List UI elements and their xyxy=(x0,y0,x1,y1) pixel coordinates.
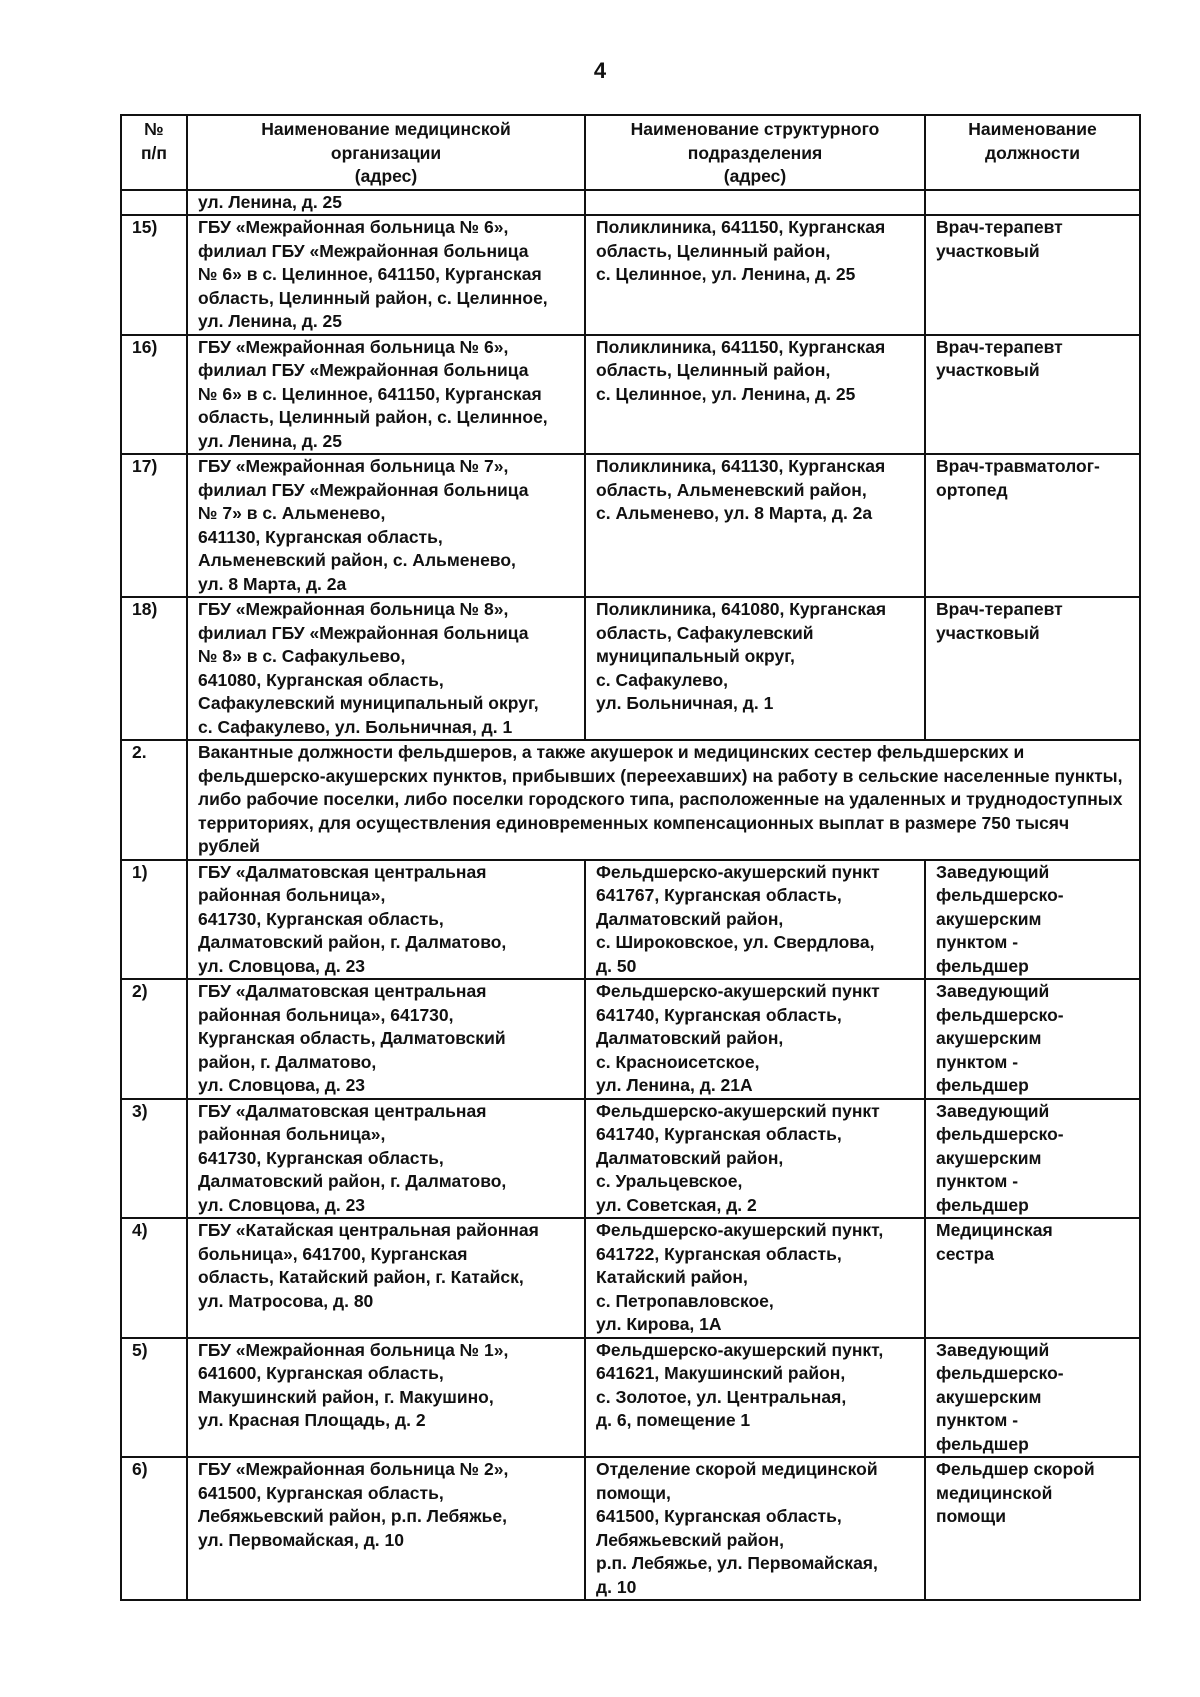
header-unit: Наименование структурного подразделения (адрес) xyxy=(585,115,925,190)
row-num: 6) xyxy=(121,1457,187,1600)
row-num: 4) xyxy=(121,1218,187,1338)
row-num: 17) xyxy=(121,454,187,597)
table-row xyxy=(121,1338,1140,1458)
row-unit xyxy=(585,190,925,216)
table-row xyxy=(121,860,1140,980)
table-header-row xyxy=(121,115,1140,190)
row-org: ГБУ «Межрайонная больница № 1», 641600, Курганская область, Макушинский район, г. Макушино, ул. Красная Площадь, д. 2 xyxy=(187,1338,585,1458)
row-position: Заведующий фельдшерско- акушерским пунктом - фельдшер xyxy=(925,1338,1140,1458)
row-unit: Фельдшерско-акушерский пункт 641740, Курганская область, Далматовский район, с. Уральцевское, ул. Советская, д. 2 xyxy=(585,1099,925,1219)
table-row xyxy=(121,190,1140,216)
table-row xyxy=(121,1457,1140,1600)
row-unit: Поликлиника, 641130, Курганская область, Альменевский район, с. Альменево, ул. 8 Марта, д. 2а xyxy=(585,454,925,597)
vacancies-table xyxy=(120,114,1141,1601)
header-num: № п/п xyxy=(121,115,187,190)
table-row xyxy=(121,1099,1140,1219)
row-org: ГБУ «Далматовская центральная районная больница», 641730, Курганская область, Далматовский район, г. Далматово, ул. Словцова, д. 23 xyxy=(187,1099,585,1219)
table-row xyxy=(121,454,1140,597)
row-position xyxy=(925,190,1140,216)
row-num: 18) xyxy=(121,597,187,740)
table-row xyxy=(121,335,1140,455)
row-num: 3) xyxy=(121,1099,187,1219)
section-num: 2. xyxy=(121,740,187,860)
row-position: Заведующий фельдшерско- акушерским пунктом - фельдшер xyxy=(925,860,1140,980)
row-unit: Отделение скорой медицинской помощи, 641500, Курганская область, Лебяжьевский район, р.п. Лебяжье, ул. Первомайская, д. 10 xyxy=(585,1457,925,1600)
row-org: ГБУ «Катайская центральная районная больница», 641700, Курганская область, Катайский район, г. Катайск, ул. Матросова, д. 80 xyxy=(187,1218,585,1338)
row-position: Фельдшер скорой медицинской помощи xyxy=(925,1457,1140,1600)
header-org: Наименование медицинской организации (адрес) xyxy=(187,115,585,190)
table-row xyxy=(121,1218,1140,1338)
row-position: Медицинская сестра xyxy=(925,1218,1140,1338)
row-num: 5) xyxy=(121,1338,187,1458)
row-num: 2) xyxy=(121,979,187,1099)
row-org: ГБУ «Далматовская центральная районная больница», 641730, Курганская область, Далматовский район, г. Далматово, ул. Словцова, д. 23 xyxy=(187,979,585,1099)
row-org: ГБУ «Далматовская центральная районная больница», 641730, Курганская область, Далматовский район, г. Далматово, ул. Словцова, д. 23 xyxy=(187,860,585,980)
row-position: Врач-терапевт участковый xyxy=(925,335,1140,455)
row-unit: Поликлиника, 641150, Курганская область, Целинный район, с. Целинное, ул. Ленина, д. 25 xyxy=(585,335,925,455)
table-row xyxy=(121,215,1140,335)
section-text: Вакантные должности фельдшеров, а также акушерок и медицинских сестер фельдшерских и фельдшерско-акушерских пунктов, прибывших (переехавших) на работу в сельские населенные пункты, либо рабочие поселки, либо поселки городского типа, расположенные на удаленных и труднодоступных территориях, для осуществления единовременных компенсационных выплат в размере 750 тысяч рублей xyxy=(187,740,1140,860)
row-position: Заведующий фельдшерско- акушерским пунктом - фельдшер xyxy=(925,979,1140,1099)
header-position: Наименование должности xyxy=(925,115,1140,190)
row-org: ГБУ «Межрайонная больница № 7», филиал ГБУ «Межрайонная больница № 7» в с. Альменево, 641130, Курганская область, Альменевский район, с. Альменево, ул. 8 Марта, д. 2а xyxy=(187,454,585,597)
row-position: Врач-травматолог- ортопед xyxy=(925,454,1140,597)
table-row xyxy=(121,979,1140,1099)
row-org: ГБУ «Межрайонная больница № 6», филиал ГБУ «Межрайонная больница № 6» в с. Целинное, 641150, Курганская область, Целинный район, с. Целинное, ул. Ленина, д. 25 xyxy=(187,335,585,455)
row-num: 15) xyxy=(121,215,187,335)
row-unit: Фельдшерско-акушерский пункт, 641621, Макушинский район, с. Золотое, ул. Центральная, д. 6, помещение 1 xyxy=(585,1338,925,1458)
row-org: ГБУ «Межрайонная больница № 2», 641500, Курганская область, Лебяжьевский район, р.п. Лебяжье, ул. Первомайская, д. 10 xyxy=(187,1457,585,1600)
row-org: ул. Ленина, д. 25 xyxy=(187,190,585,216)
row-position: Заведующий фельдшерско- акушерским пунктом - фельдшер xyxy=(925,1099,1140,1219)
table-row xyxy=(121,597,1140,740)
row-position: Врач-терапевт участковый xyxy=(925,597,1140,740)
row-num: 16) xyxy=(121,335,187,455)
page-number: 4 xyxy=(593,58,607,83)
row-position: Врач-терапевт участковый xyxy=(925,215,1140,335)
row-unit: Поликлиника, 641150, Курганская область, Целинный район, с. Целинное, ул. Ленина, д. 25 xyxy=(585,215,925,335)
row-org: ГБУ «Межрайонная больница № 6», филиал ГБУ «Межрайонная больница № 6» в с. Целинное, 641150, Курганская область, Целинный район, с. Целинное, ул. Ленина, д. 25 xyxy=(187,215,585,335)
row-unit: Фельдшерско-акушерский пункт, 641722, Курганская область, Катайский район, с. Петропавловское, ул. Кирова, 1А xyxy=(585,1218,925,1338)
row-org: ГБУ «Межрайонная больница № 8», филиал ГБУ «Межрайонная больница № 8» в с. Сафакульево, 641080, Курганская область, Сафакулевский муниципальный округ, с. Сафакулево, ул. Больничная, д. 1 xyxy=(187,597,585,740)
section-row xyxy=(121,740,1140,860)
row-unit: Фельдшерско-акушерский пункт 641767, Курганская область, Далматовский район, с. Широковское, ул. Свердлова, д. 50 xyxy=(585,860,925,980)
row-num: 1) xyxy=(121,860,187,980)
row-unit: Фельдшерско-акушерский пункт 641740, Курганская область, Далматовский район, с. Красноисетское, ул. Ленина, д. 21А xyxy=(585,979,925,1099)
row-unit: Поликлиника, 641080, Курганская область, Сафакулевский муниципальный округ, с. Сафакулево, ул. Больничная, д. 1 xyxy=(585,597,925,740)
row-num xyxy=(121,190,187,216)
